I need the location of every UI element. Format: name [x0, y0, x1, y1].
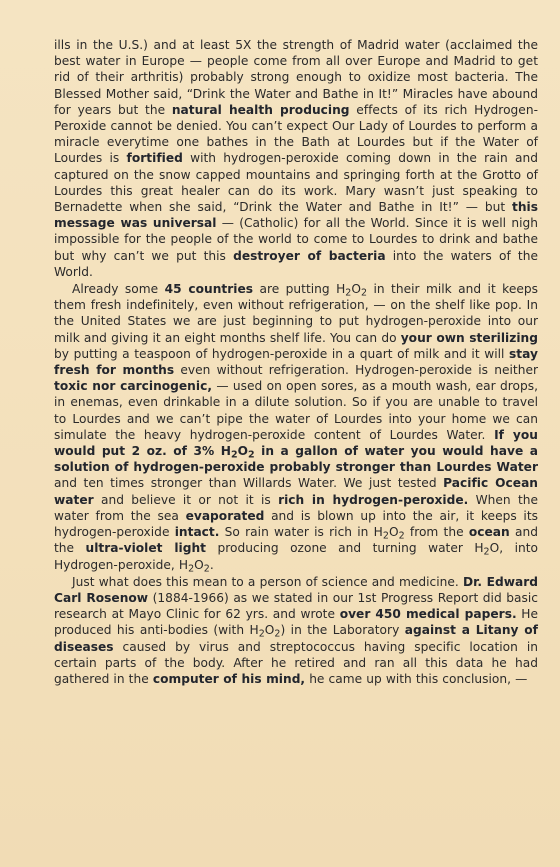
- text-run: O: [351, 282, 361, 297]
- bold-text: stay fresh for months: [54, 346, 538, 378]
- text-run: — (Catholic) for all the World. Since it is well nigh impossible for the people of the world to come to Lourdes to drink and bathe but why can’t we put this: [54, 216, 538, 263]
- bold-text: O: [237, 444, 248, 459]
- subscript-text: 2: [382, 530, 389, 542]
- text-run: O: [194, 557, 204, 572]
- bold-text: 45 countries: [164, 282, 254, 297]
- bold-text: fortified: [126, 151, 183, 166]
- subscript-text: 2: [258, 628, 265, 640]
- text-run: and is blown up into the air, it keeps its hydrogen-peroxide: [54, 508, 538, 540]
- text-run: ills in the U.S.) and at least 5X the strength of Madrid water (acclaimed the best water in Europe — people come from all over Europe and Madrid to get rid of their arthritis) probably strong enough to oxidize most bacteria. The Blessed Mother said, “Drink the Water and Bathe in It!” Miracles have abound for years but the: [54, 38, 538, 117]
- bold-text: natural health producing: [171, 102, 350, 117]
- text-run: O: [264, 623, 275, 638]
- text-run: (1884-1966) as we stated in our 1st Progress Report did basic research at Mayo Clinic for 62 yrs. and wrote: [54, 590, 538, 622]
- text-run: in their milk and it keeps them fresh indefinitely, even without refrigeration, — on the shelf like pop. In the United States we are just beginning to put hydrogen-peroxide into our milk and giving it an eight months shelf life. You can do: [54, 282, 538, 345]
- bold-text: If you would put 2 oz. of 3% H: [54, 427, 538, 459]
- text-run: Just what does this mean to a person of science and medicine.: [72, 574, 463, 589]
- text-run: When the water from the sea: [54, 492, 539, 523]
- text-run: he came up with this conclusion, —: [305, 671, 528, 686]
- bold-text: over 450 medical papers.: [339, 607, 517, 622]
- paragraph: [54, 281, 538, 573]
- text-run: O, into Hydrogen-peroxide, H: [54, 541, 539, 572]
- text-run: He produced his anti-bodies (with H: [54, 607, 539, 638]
- text-run: effects of its rich Hydrogen-Peroxide cannot be denied. You can’t expect Our Lady of Lourdes to perform a miracle everytime one bathes in the Bath at Lourdes but if the Water of Lourdes is: [54, 102, 538, 166]
- subscript-text: 2: [360, 287, 368, 299]
- bold-text: ocean: [468, 525, 510, 540]
- subscript-text: 2: [483, 546, 490, 558]
- text-run: So rain water is rich in H: [219, 525, 383, 540]
- bold-text: against a Litany of diseases: [54, 623, 539, 654]
- subscript-text: 2: [345, 287, 352, 299]
- text-run: even without refrigeration. Hydrogen-peroxide is neither: [174, 363, 538, 378]
- subscript-text: 2: [248, 449, 255, 461]
- bold-text: this message was universal: [54, 200, 538, 231]
- text-run: with hydrogen-peroxide coming down in the rain and captured on the snow capped mountains and springing forth at the Grotto of Lourdes this great healer can do its work. Mary wasn’t just speaking to Bernadette when she said, “Drink the Water and Bathe in It!” — but: [54, 151, 538, 215]
- text-run: are putting H: [253, 282, 346, 297]
- bold-text: destroyer of bacteria: [233, 248, 386, 263]
- bold-text: computer of his mind,: [152, 671, 306, 686]
- bold-text: evaporated: [185, 508, 265, 523]
- bold-text: ultra-violet light: [85, 541, 207, 556]
- bold-text: Dr. Edward Carl Rosenow: [54, 574, 538, 605]
- subscript-text: 2: [398, 530, 405, 542]
- subscript-text: 2: [230, 449, 238, 461]
- text-run: from the: [404, 525, 469, 540]
- paragraph: [54, 37, 538, 280]
- subscript-text: 2: [203, 562, 210, 574]
- text-run: and ten times stronger than Willards Water. We just tested: [54, 476, 444, 491]
- bold-text: in a gallon of water you would have a solution of hydrogen-peroxide probably stronger than Lourdes Water: [54, 444, 539, 475]
- paragraph: [54, 574, 538, 687]
- text-run: O: [388, 525, 399, 540]
- bold-text: your own sterilizing: [400, 330, 538, 345]
- bold-text: rich in hydrogen-peroxide.: [278, 492, 469, 507]
- document-body: [54, 37, 538, 687]
- text-run: Already some: [72, 282, 165, 297]
- text-run: caused by virus and streptococcus having specific location in certain parts of the body. After he retired and ran all this data he had gathered in the: [54, 639, 538, 686]
- text-run: by putting a teaspoon of hydrogen-peroxide in a quart of milk and it will: [54, 346, 510, 361]
- subscript-text: 2: [188, 562, 195, 574]
- text-run: producing ozone and turning water H: [206, 541, 484, 556]
- bold-text: toxic nor carcinogenic,: [54, 379, 212, 394]
- bold-text: intact.: [174, 525, 220, 540]
- bold-text: Pacific Ocean water: [54, 476, 539, 507]
- text-run: into the waters of the World.: [54, 248, 538, 279]
- text-run: and the: [54, 525, 538, 556]
- text-run: and believe it or not it is: [93, 492, 279, 507]
- subscript-text: 2: [274, 628, 281, 640]
- text-run: ) in the Laboratory: [280, 623, 405, 638]
- text-run: .: [209, 557, 214, 572]
- text-run: — used on open sores, as a mouth wash, ear drops, in enemas, even drinkable in a dilute solution. So if you are unable to travel to Lourdes and we can’t pipe the water of Lourdes into your home we can simulate the heavy hydrogen-peroxide content of Lourdes Water.: [54, 379, 538, 442]
